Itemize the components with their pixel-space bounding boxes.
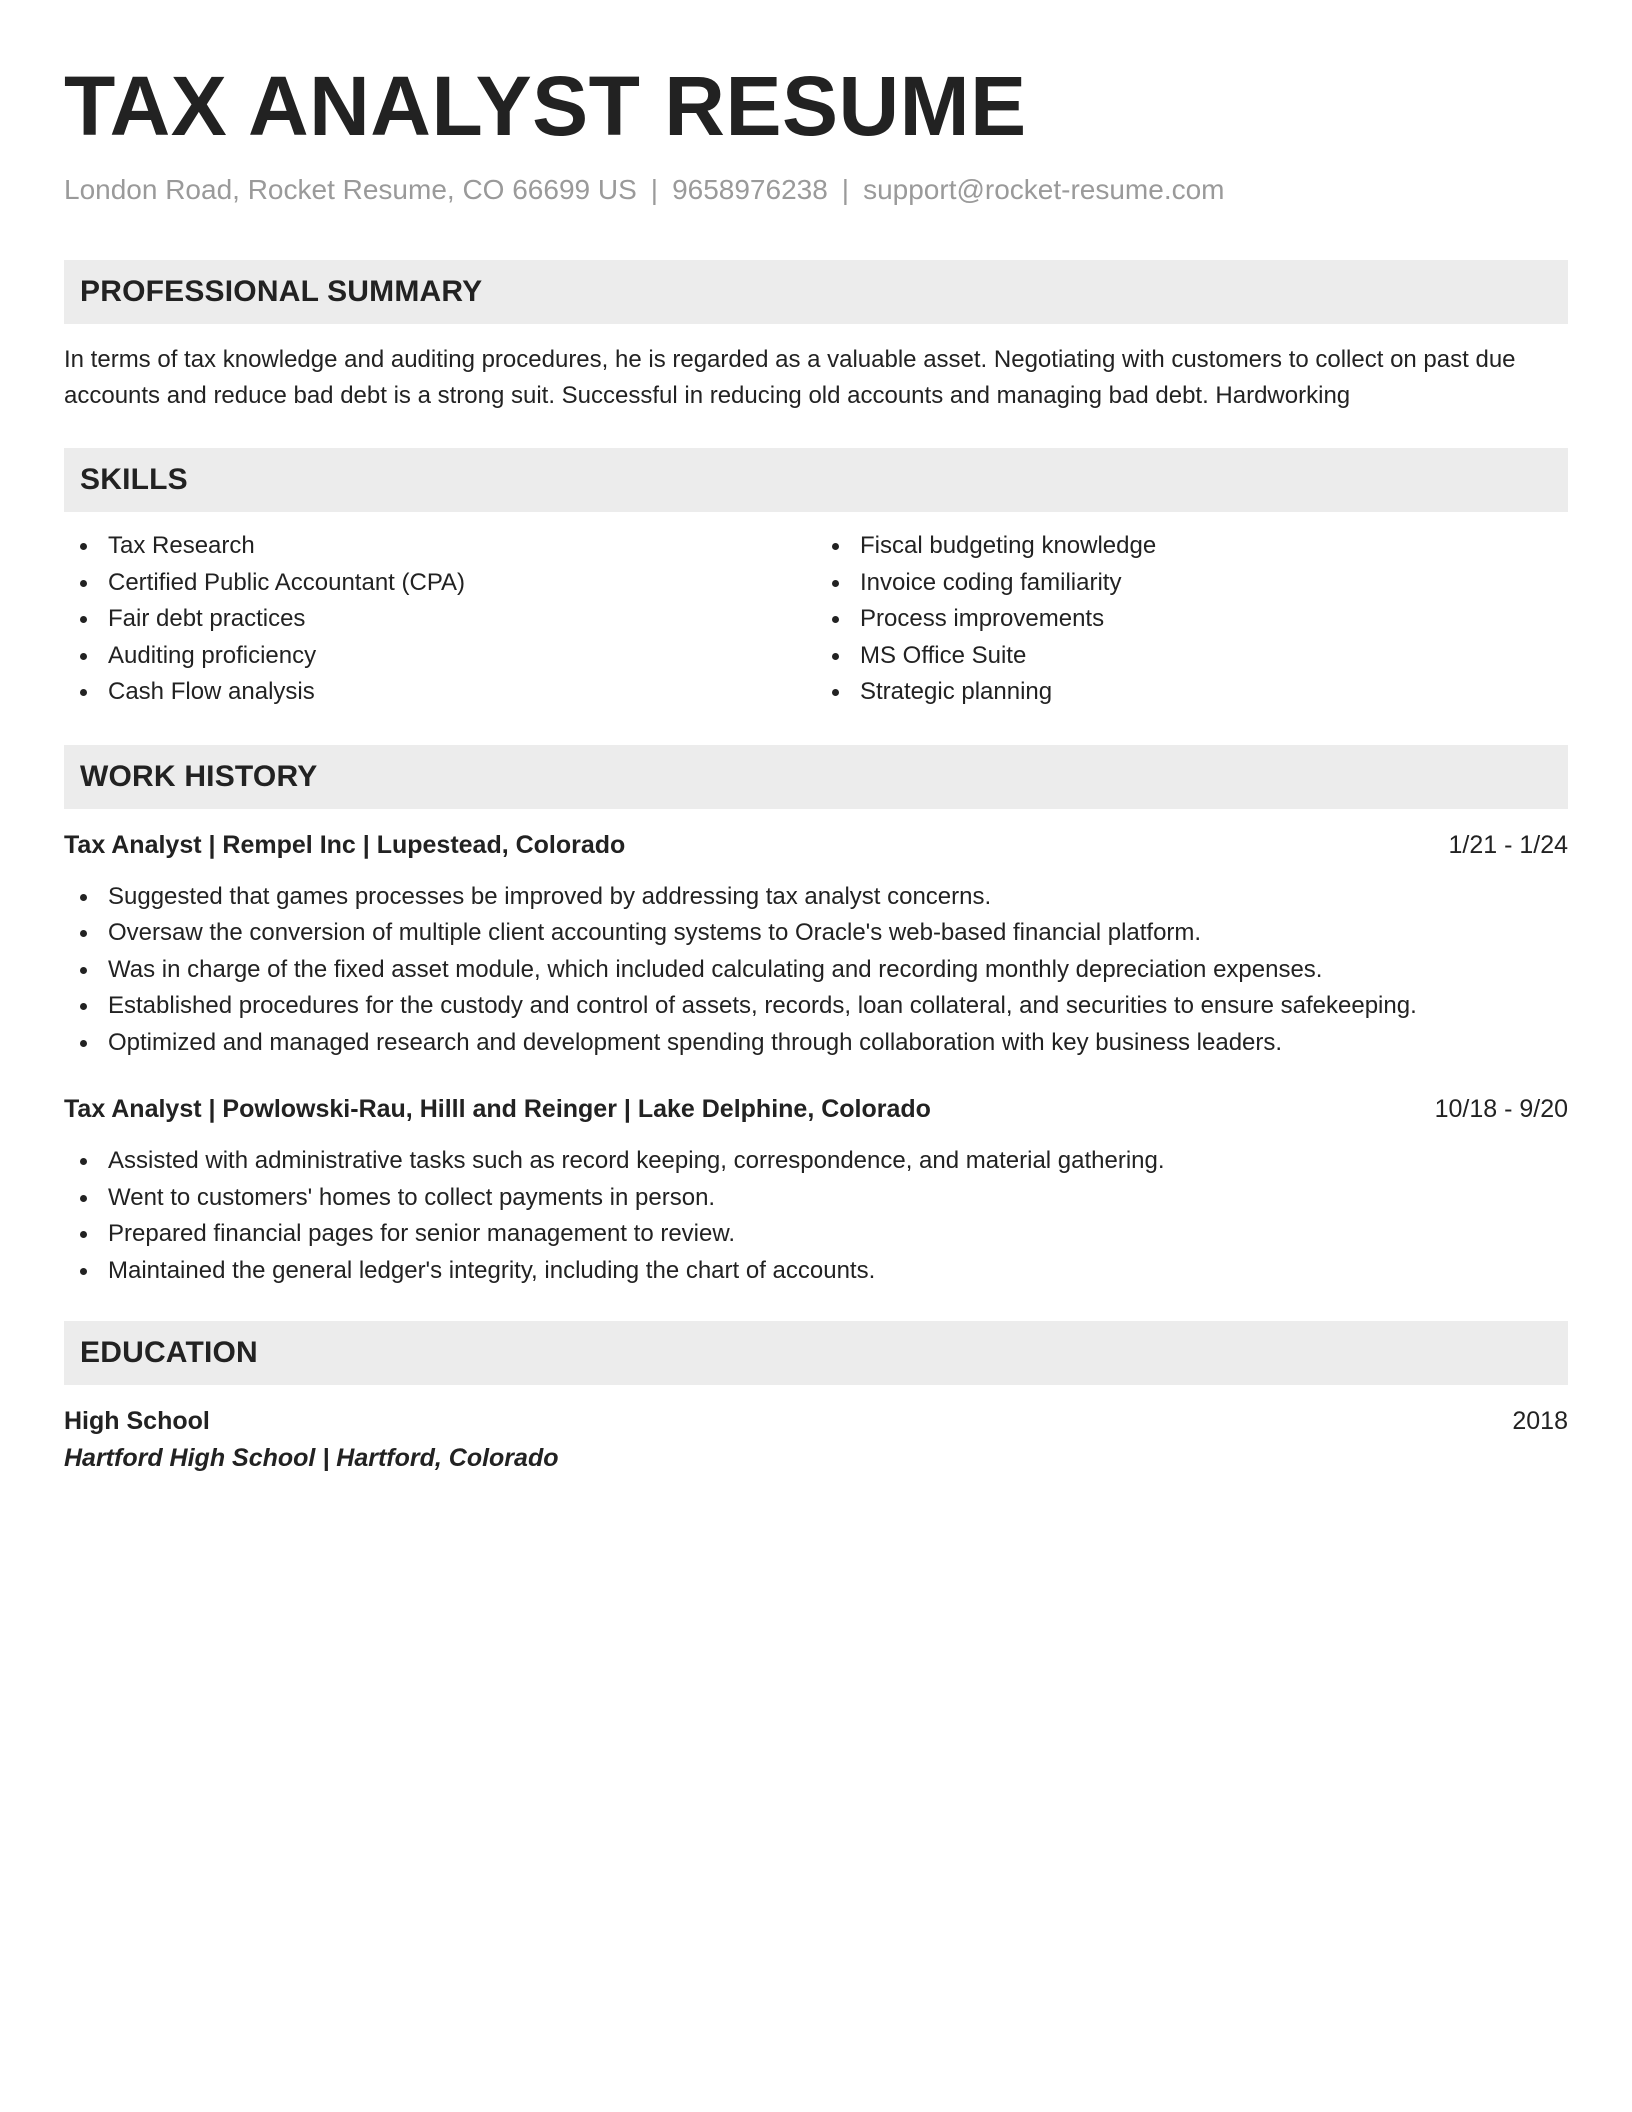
- job-bullet: Maintained the general ledger's integrity, including the chart of accounts.: [64, 1253, 1568, 1290]
- section-title-education: EDUCATION: [80, 1336, 258, 1369]
- contact-email: support@rocket-resume.com: [863, 174, 1225, 205]
- skills-list: [64, 528, 1568, 711]
- section-title-summary: PROFESSIONAL SUMMARY: [80, 275, 483, 308]
- job-dates: 1/21 - 1/24: [1448, 830, 1568, 859]
- skill-item: Fair debt practices: [64, 601, 816, 638]
- section-header-work-history: [64, 745, 1568, 809]
- skill-item: Invoice coding familiarity: [816, 565, 1568, 602]
- skills-column-right: [816, 528, 1568, 711]
- contact-line: [64, 172, 1568, 208]
- section-header-skills: [64, 448, 1568, 512]
- job-header: [64, 1091, 1568, 1127]
- education-year: 2018: [1512, 1407, 1568, 1435]
- skill-item: Auditing proficiency: [64, 638, 816, 675]
- job-bullet: Suggested that games processes be improved by addressing tax analyst concerns.: [64, 879, 1568, 916]
- section-header-education: [64, 1321, 1568, 1385]
- education-school: Hartford High School | Hartford, Colorado: [64, 1444, 559, 1472]
- job-entry: [64, 1091, 1568, 1289]
- job-bullets: [64, 879, 1568, 1062]
- skill-item: Fiscal budgeting knowledge: [816, 528, 1568, 565]
- skill-item: Strategic planning: [816, 674, 1568, 711]
- section-header-summary: [64, 260, 1568, 324]
- education-degree: High School: [64, 1407, 210, 1435]
- contact-address: London Road, Rocket Resume, CO 66699 US: [64, 174, 637, 205]
- job-bullet: Established procedures for the custody and control of assets, records, loan collateral, and securities to ensure safekeeping.: [64, 988, 1568, 1025]
- job-bullet: Was in charge of the fixed asset module, which included calculating and recording monthly depreciation expenses.: [64, 952, 1568, 989]
- skill-item: MS Office Suite: [816, 638, 1568, 675]
- skill-item: Cash Flow analysis: [64, 674, 816, 711]
- job-bullet: Oversaw the conversion of multiple client accounting systems to Oracle's web-based financial platform.: [64, 915, 1568, 952]
- skill-item: Process improvements: [816, 601, 1568, 638]
- education-entry: [64, 1403, 1568, 1477]
- skill-item: Certified Public Accountant (CPA): [64, 565, 816, 602]
- resume-title: TAX ANALYST RESUME: [64, 59, 1027, 153]
- skill-item: Tax Research: [64, 528, 816, 565]
- job-bullet: Prepared financial pages for senior management to review.: [64, 1216, 1568, 1253]
- job-bullet: Went to customers' homes to collect payments in person.: [64, 1180, 1568, 1217]
- job-dates: 10/18 - 9/20: [1434, 1095, 1568, 1123]
- job-bullet: Assisted with administrative tasks such as record keeping, correspondence, and material gathering.: [64, 1143, 1568, 1180]
- summary-text: In terms of tax knowledge and auditing procedures, he is regarded as a valuable asset. Negotiating with customers to collect on past due accounts and reduce bad debt is a strong suit. Successful in reducing old accounts and managing bad debt. Hardworking: [64, 346, 1516, 409]
- section-title-skills: SKILLS: [80, 463, 188, 496]
- contact-separator: |: [841, 174, 850, 205]
- section-title-work-history: WORK HISTORY: [80, 759, 318, 793]
- job-header: [64, 827, 1568, 863]
- job-bullets: [64, 1143, 1568, 1289]
- contact-phone: 9658976238: [672, 174, 828, 205]
- job-bullet: Optimized and managed research and development spending through collaboration with key business leaders.: [64, 1025, 1568, 1062]
- education-header: [64, 1403, 1568, 1439]
- skills-column-left: [64, 528, 816, 711]
- job-title: Tax Analyst | Powlowski-Rau, Hilll and Reinger | Lake Delphine, Colorado: [64, 1095, 931, 1123]
- contact-separator: |: [650, 174, 659, 205]
- job-entry: [64, 827, 1568, 1062]
- job-title: Tax Analyst | Rempel Inc | Lupestead, Colorado: [64, 830, 626, 859]
